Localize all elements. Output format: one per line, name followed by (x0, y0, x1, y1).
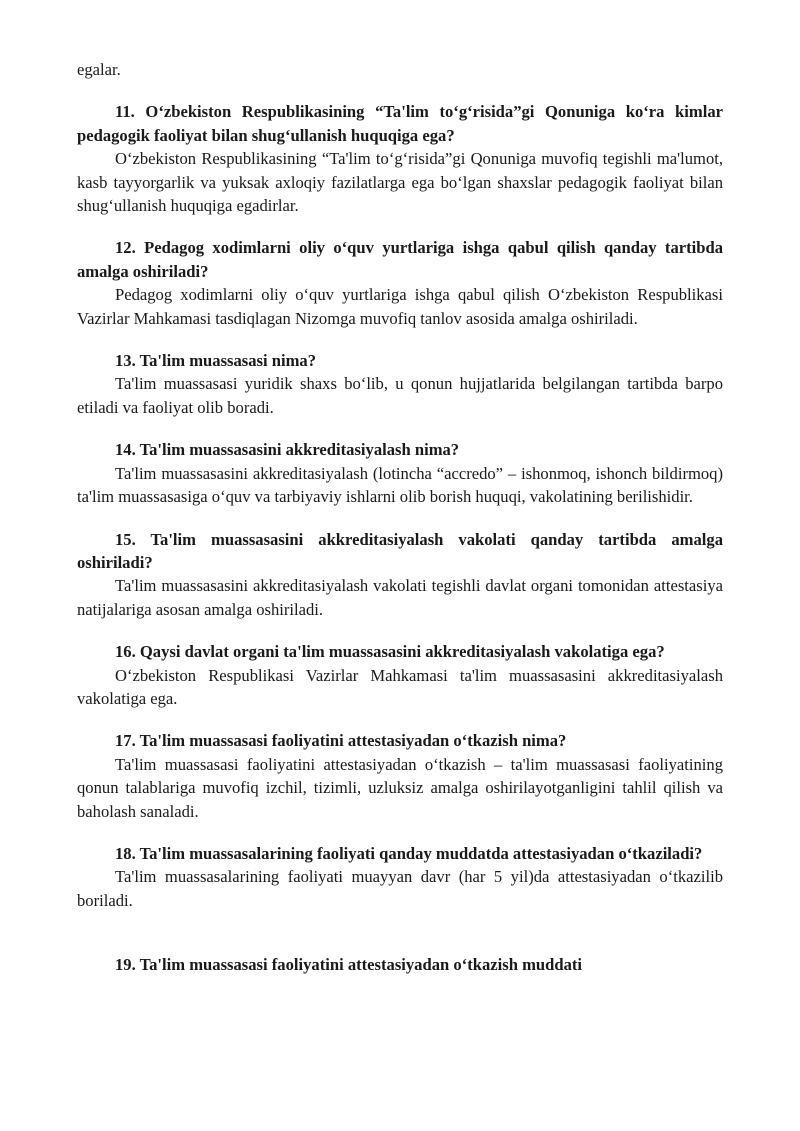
question-11: 11. O‘zbekiston Respublikasining “Ta'lim to‘g‘risida”gi Qonuniga ko‘ra kimlar pedagogik faoliyat bilan shug‘ullanish huquqiga ega? (77, 102, 723, 145)
question-17: 17. Ta'lim muassasasi faoliyatini attestasiyadan o‘tkazish nima? (115, 731, 567, 751)
qa-section-13 (77, 349, 723, 419)
question-14: 14. Ta'lim muassasasini akkreditasiyalash nima? (115, 440, 460, 460)
answer-16: O‘zbekiston Respublikasi Vazirlar Mahkamasi ta'lim muassasasini akkreditasiyalash vakolatiga ega. (77, 665, 723, 708)
qa-section-18 (77, 842, 723, 912)
qa-section-11 (77, 100, 723, 217)
question-16: 16. Qaysi davlat organi ta'lim muassasasini akkreditasiyalash vakolatiga ega? (115, 642, 665, 662)
qa-section-14 (77, 438, 723, 508)
spacer (77, 217, 723, 236)
question-13: 13. Ta'lim muassasasi nima? (115, 351, 317, 371)
qa-section-17 (77, 729, 723, 823)
answer-13: Ta'lim muassasasi yuridik shaxs bo‘lib, u qonun hujjatlarida belgilangan tartibda barpo etiladi va faoliyat olib boradi. (77, 374, 723, 417)
answer-17: Ta'lim muassasasi faoliyatini attestasiyadan o‘tkazish – ta'lim muassasasi faoliyatining qonun talablariga muvofiq izchil, tizimli, uzluksiz amalga oshirilayotganligini tahlil qilish va baholash sanaladi. (77, 754, 723, 821)
answer-11: O‘zbekiston Respublikasining “Ta'lim to‘g‘risida”gi Qonuniga muvofiq tegishli ma'lumot, kasb tayyorgarlik va yuksak axloqiy fazilatlarga ega bo‘lgan shaxslar pedagogik faoliyat bilan shug‘ullanish huquqiga egadirlar. (77, 149, 723, 216)
qa-section-16 (77, 640, 723, 710)
question-15: 15. Ta'lim muassasasini akkreditasiyalash vakolati qanday tartibda amalga oshiriladi? (77, 529, 723, 572)
intro-fragment: egalar. (77, 60, 121, 79)
answer-14: Ta'lim muassasasini akkreditasiyalash (lotincha “accredo” – ishonmoq, ishonch bildirmoq) ta'lim muassasasiga o‘quv va tarbiyaviy ishlarni olib borish huquqi, vakolatining berilishidir. (77, 463, 723, 507)
question-18: 18. Ta'lim muassasalarining faoliyati qanday muddatda attestasiyadan o‘tkaziladi? (115, 843, 703, 863)
answer-15: Ta'lim muassasasini akkreditasiyalash vakolati tegishli davlat organi tomonidan attestasiya natijalariga asosan amalga oshiriladi. (77, 576, 723, 619)
qa-section-15 (77, 528, 723, 622)
spacer (77, 81, 723, 100)
question-12: 12. Pedagog xodimlarni oliy o‘quv yurtlariga ishga qabul qilish qanday tartibda amalga oshiriladi? (77, 238, 723, 281)
spacer (77, 710, 723, 729)
question-19: 19. Ta'lim muassasasi faoliyatini attestasiyadan o‘tkazish muddati (115, 955, 583, 975)
qa-section-12 (77, 236, 723, 330)
spacer (77, 823, 723, 842)
answer-12: Pedagog xodimlarni oliy o‘quv yurtlariga ishga qabul qilish O‘zbekiston Respublikasi Vazirlar Mahkamasi tasdiqlagan Nizomga muvofiq tanlov asosida amalga oshiriladi. (77, 285, 723, 328)
spacer (77, 419, 723, 438)
spacer (77, 912, 723, 953)
spacer (77, 509, 723, 528)
answer-18: Ta'lim muassasalarining faoliyati muayyan davr (har 5 yil)da attestasiyadan o‘tkazilib boriladi. (77, 867, 723, 910)
spacer (77, 621, 723, 640)
spacer (77, 330, 723, 349)
